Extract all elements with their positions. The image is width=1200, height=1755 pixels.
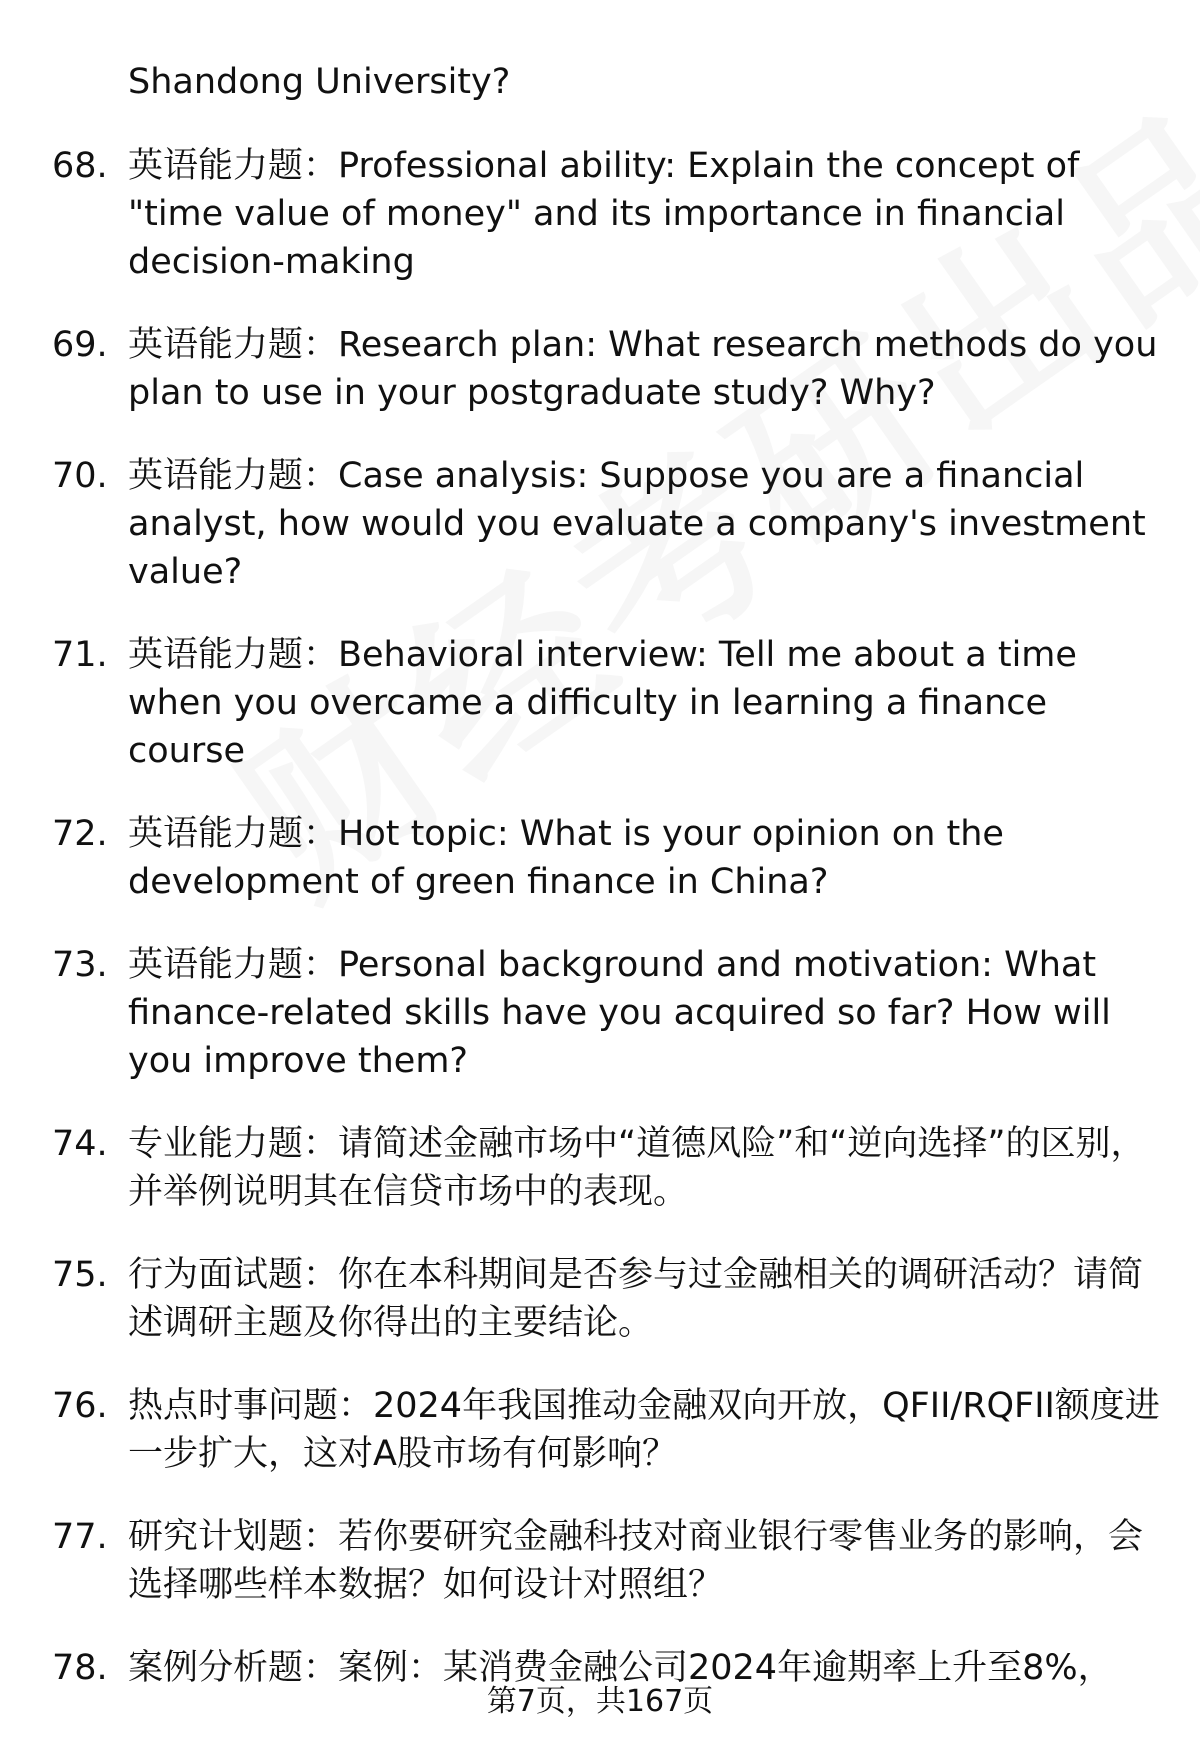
question-text: 热点时事问题：2024年我国推动金融双向开放，QFII/RQFII额度进一步扩大，这对A股市场有何影响？ [128,1386,1160,1474]
question-text: 英语能力题：Professional ability: Explain the concept of "time value of money" and its importance in financial decision-making [128,146,1080,282]
question-text: 英语能力题：Personal background and motivation: What finance-related skills have you acquired so far? How will you improve them? [128,945,1111,1081]
question-item-73 [52,941,1162,1085]
question-number: 70. [52,456,108,496]
question-text: 英语能力题：Research plan: What research methods do you plan to use in your postgraduate study? Why? [128,325,1158,413]
question-item-74 [52,1120,1162,1216]
question-item-70 [52,452,1162,596]
question-item-72 [52,810,1162,906]
question-text: 英语能力题：Hot topic: What is your opinion on the development of green finance in China? [128,814,1004,902]
question-number: 69. [52,325,108,365]
question-item-75 [52,1251,1162,1347]
question-number: 74. [52,1124,108,1164]
question-text: 英语能力题：Case analysis: Suppose you are a financial analyst, how would you evaluate a company's investment value? [128,456,1146,592]
question-item-71 [52,631,1162,775]
question-number: 77. [52,1517,108,1557]
question-number: 73. [52,945,108,985]
question-text: 研究计划题：若你要研究金融科技对商业银行零售业务的影响，会选择哪些样本数据？如何设计对照组？ [128,1517,1144,1605]
question-item-69 [52,321,1162,417]
question-number: 75. [52,1255,108,1295]
question-number: 68. [52,146,108,186]
question-list [52,142,1162,1727]
continued-question-text: Shandong University? [128,62,511,102]
question-item-68 [52,142,1162,286]
question-text: 专业能力题：请简述金融市场中“道德风险”和“逆向选择”的区别，并举例说明其在信贷市场中的表现。 [128,1124,1146,1212]
question-item-77 [52,1513,1162,1609]
question-number: 71. [52,635,108,675]
question-item-76 [52,1382,1162,1478]
question-text: 案例分析题：案例：某消费金融公司2024年逾期率上升至8%， [128,1648,1113,1688]
question-text: 英语能力题：Behavioral interview: Tell me about a time when you overcame a difficulty in learning a finance course [128,635,1077,771]
question-number: 72. [52,814,108,854]
question-text: 行为面试题：你在本科期间是否参与过金融相关的调研活动？请简述调研主题及你得出的主要结论。 [128,1255,1144,1343]
question-number: 78. [52,1648,108,1688]
question-number: 76. [52,1386,108,1426]
page-footer: 第7页，共167页 [486,1684,714,1719]
